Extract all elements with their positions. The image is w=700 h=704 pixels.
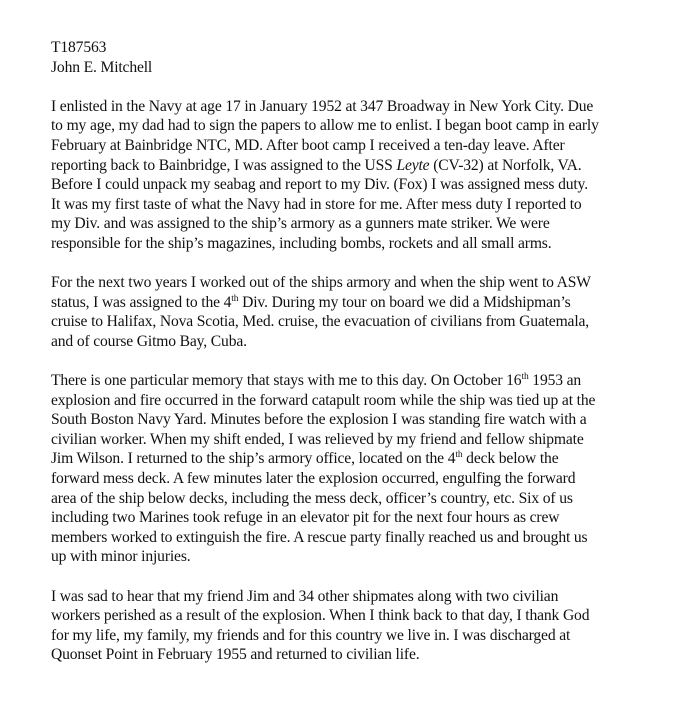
text-line: [51, 195, 691, 215]
paragraph: [51, 273, 691, 351]
text-line: [51, 587, 691, 607]
text-run: reporting back to Bainbridge, I was assigned to the USS: [51, 156, 397, 174]
text-line: [51, 97, 691, 117]
text-line: [51, 234, 691, 254]
text-run: explosion and fire occurred in the forward catapult room while the ship was tied up at the: [51, 391, 596, 409]
text-run: There is one particular memory that stays with me to this day. On October 16: [51, 372, 522, 390]
text-line: [51, 410, 691, 430]
text-run: South Boston Navy Yard. Minutes before the explosion I was standing fire watch with a: [51, 411, 587, 429]
text-run: February at Bainbridge NTC, MD. After boot camp I received a ten-day leave. After: [51, 136, 565, 154]
author-name: John E. Mitchell: [51, 58, 153, 76]
text-line: [51, 371, 691, 391]
text-line: [51, 391, 691, 411]
text-run: to my age, my dad had to sign the papers to allow me to enlist. I began boot camp in early: [51, 117, 599, 135]
text-run: 1953 an: [528, 372, 582, 390]
text-run: up with minor injuries.: [51, 548, 191, 566]
ordinal-suffix: th: [521, 372, 529, 383]
document-id: T187563: [51, 39, 107, 56]
text-run: members worked to extinguish the fire. A rescue party finally reached us and brought us: [51, 528, 588, 546]
paragraph: [51, 587, 691, 665]
text-run: deck below the: [462, 450, 559, 468]
text-line: [51, 116, 691, 136]
text-line: [51, 175, 691, 195]
text-run: forward mess deck. A few minutes later the explosion occurred, engulfing the forward: [51, 470, 576, 488]
text-line: [51, 626, 691, 646]
text-run: Div. During my tour on board we did a Midshipman’s: [238, 293, 571, 311]
text-run: For the next two years I worked out of the ships armory and when the ship went to ASW: [51, 274, 591, 292]
text-run: for my life, my family, my friends and for this country we live in. I was discharged at: [51, 626, 571, 644]
text-line: [51, 312, 691, 332]
paragraph: [51, 371, 691, 567]
ship-name: Leyte: [396, 156, 430, 174]
text-run: responsible for the ship’s magazines, including bombs, rockets and all small arms.: [51, 234, 552, 252]
text-line: [51, 528, 691, 548]
document-body: [51, 97, 691, 665]
text-line: [51, 449, 691, 469]
text-run: Quonset Point in February 1955 and returned to civilian life.: [51, 646, 420, 664]
text-line: [51, 547, 691, 567]
text-run: Jim Wilson. I returned to the ship’s armory office, located on the 4: [51, 450, 456, 468]
text-line: [51, 489, 691, 509]
text-run: Before I could unpack my seabag and report to my Div. (Fox) I was assigned mess duty.: [51, 176, 588, 194]
text-run: civilian worker. When my shift ended, I was relieved by my friend and fellow shipmate: [51, 430, 584, 448]
text-line: [51, 430, 691, 450]
text-line: [51, 136, 691, 156]
document-page: [51, 38, 691, 665]
text-run: and of course Gitmo Bay, Cuba.: [51, 332, 247, 350]
text-run: cruise to Halifax, Nova Scotia, Med. cruise, the evacuation of civilians from Guatemala,: [51, 313, 590, 331]
text-run: It was my first taste of what the Navy had in store for me. After mess duty I reported to: [51, 195, 582, 213]
text-line: [51, 469, 691, 489]
text-line: [51, 214, 691, 234]
paragraph: [51, 97, 691, 254]
text-line: [51, 293, 691, 313]
text-run: my Div. and was assigned to the ship’s armory as a gunners mate striker. We were: [51, 215, 550, 233]
text-run: I was sad to hear that my friend Jim and 34 other shipmates along with two civilian: [51, 587, 559, 605]
text-run: I enlisted in the Navy at age 17 in January 1952 at 347 Broadway in New York City. Due: [51, 97, 594, 115]
text-run: (CV-32) at Norfolk, VA.: [429, 156, 582, 174]
text-line: [51, 606, 691, 626]
text-line: [51, 156, 691, 176]
text-run: status, I was assigned to the 4: [51, 293, 232, 311]
ordinal-suffix: th: [231, 293, 239, 304]
text-run: including two Marines took refuge in an elevator pit for the next four hours as crew: [51, 509, 560, 527]
text-line: [51, 508, 691, 528]
text-run: area of the ship below decks, including the mess deck, officer’s country, etc. Six of us: [51, 489, 573, 507]
text-line: [51, 332, 691, 352]
ordinal-suffix: th: [455, 450, 463, 461]
text-line: [51, 645, 691, 665]
text-line: [51, 273, 691, 293]
text-run: workers perished as a result of the explosion. When I think back to that day, I thank God: [51, 607, 590, 625]
